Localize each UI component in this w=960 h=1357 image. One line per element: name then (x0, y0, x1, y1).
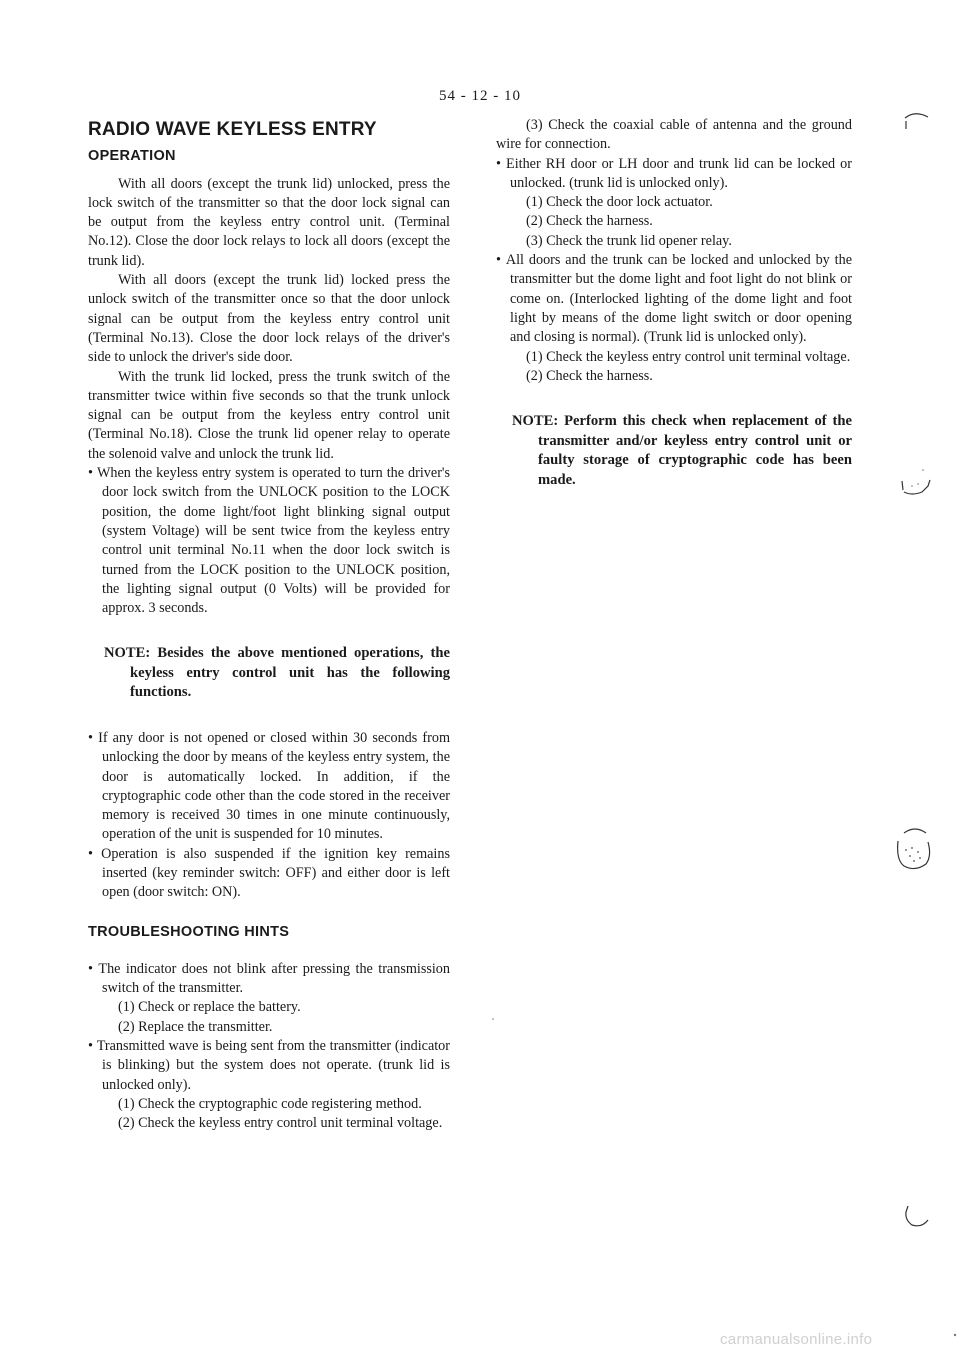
operation-heading: OPERATION (88, 148, 176, 165)
operation-paragraph-3: With the trunk lid locked, press the trunk switch of the transmitter twice within five seconds so that the trunk unlock signal can be output from the keyless entry control unit (Terminal No.18). Close the trunk lid opener relay to operate the solenoid valve and unlock the trunk lid. (88, 368, 450, 462)
binder-hole-mid (904, 480, 930, 494)
bullet-dome-light: • When the keyless entry system is operated to turn the driver's door lock switch from the UNLOCK position to the LOCK position, the dome light/foot light blinking signal output (system Voltage) will be sent twice from the keyless entry control unit terminal No.11 when the door lock switch is turned from the LOCK position to the UNLOCK position, the lighting signal output (0 Volts) will be provided for approx. 3 seconds. (88, 464, 450, 618)
check-cryptographic: (1) Check the cryptographic code registering method. (118, 1095, 422, 1112)
check-battery: (1) Check or replace the battery. (118, 999, 301, 1016)
operation-paragraph-1: With all doors (except the trunk lid) unlocked, press the lock switch of the transmitter so that the door lock signal can be output from the keyless entry control unit. (Terminal No.12). Close the door lock relays to lock all doors (except the trunk lid). (88, 175, 450, 269)
watermark: carmanualsonline.info (720, 1331, 873, 1348)
check-actuator: (1) Check the door lock actuator. (526, 194, 713, 211)
binder-hole-top (905, 114, 928, 118)
check-coaxial: (3) Check the coaxial cable of antenna and the ground wire for connection. (496, 117, 852, 153)
binder-hole-bottom (906, 1206, 928, 1226)
check-opener-relay: (3) Check the trunk lid opener relay. (526, 232, 732, 249)
note-functions: NOTE: Besides the above mentioned operations, the keyless entry control unit has the following functions. (104, 645, 450, 701)
check-control-unit-voltage: (1) Check the keyless entry control unit terminal voltage. (526, 348, 851, 365)
binder-hole-ring (904, 829, 926, 833)
check-transmitter: (2) Replace the transmitter. (118, 1018, 273, 1035)
bullet-indicator: • The indicator does not blink after pressing the transmission switch of the transmitter. (88, 960, 450, 999)
note-replacement: NOTE: Perform this check when replacement of the transmitter and/or keyless entry control unit or faulty storage of cryptographic code has been made. (512, 413, 852, 488)
check-terminal-voltage: (2) Check the keyless entry control unit terminal voltage. (118, 1115, 443, 1132)
bullet-dome-foot-light: • All doors and the trunk can be locked and unlocked by the transmitter but the dome light and foot light do not blink or come on. (Interlocked lighting of the dome light and foot light by means of the dome light switch or door opening and closing is normal). (Trunk lid is unlocked only). (496, 251, 852, 347)
bullet-suspension: • Operation is also suspended if the ignition key remains inserted (key reminder switch: OFF) and either door is left open (door switch: ON). (88, 845, 450, 903)
bullet-auto-lock: • If any door is not opened or closed within 30 seconds from unlocking the door by means of the keyless entry system, the door is automatically locked. In addition, if the cryptographic code other than the code stored in the receiver memory is received 30 times in one minute continuously, operation of the unit is suspended for 10 minutes. (88, 729, 450, 845)
section-title: RADIO WAVE KEYLESS ENTRY (88, 119, 377, 140)
operation-paragraph-2: With all doors (except the trunk lid) locked press the unlock switch of the transmitter once so that the door unlock signal can be output from the keyless entry control unit (Terminal No.13). Close the door lock relays of the driver's side to unlock the driver's side door. (88, 272, 450, 366)
bullet-rh-lh: • Either RH door or LH door and trunk lid can be locked or unlocked. (trunk lid is unlocked only). (496, 155, 852, 194)
page-number: 54 - 12 - 10 (439, 88, 521, 104)
check-harness-2: (2) Check the harness. (526, 367, 653, 384)
check-harness: (2) Check the harness. (526, 213, 653, 230)
troubleshooting-heading: TROUBLESHOOTING HINTS (88, 923, 290, 940)
bullet-wave-sent: • Transmitted wave is being sent from the transmitter (indicator is blinking) but the system does not operate. (trunk lid is unlocked only). (88, 1037, 450, 1095)
